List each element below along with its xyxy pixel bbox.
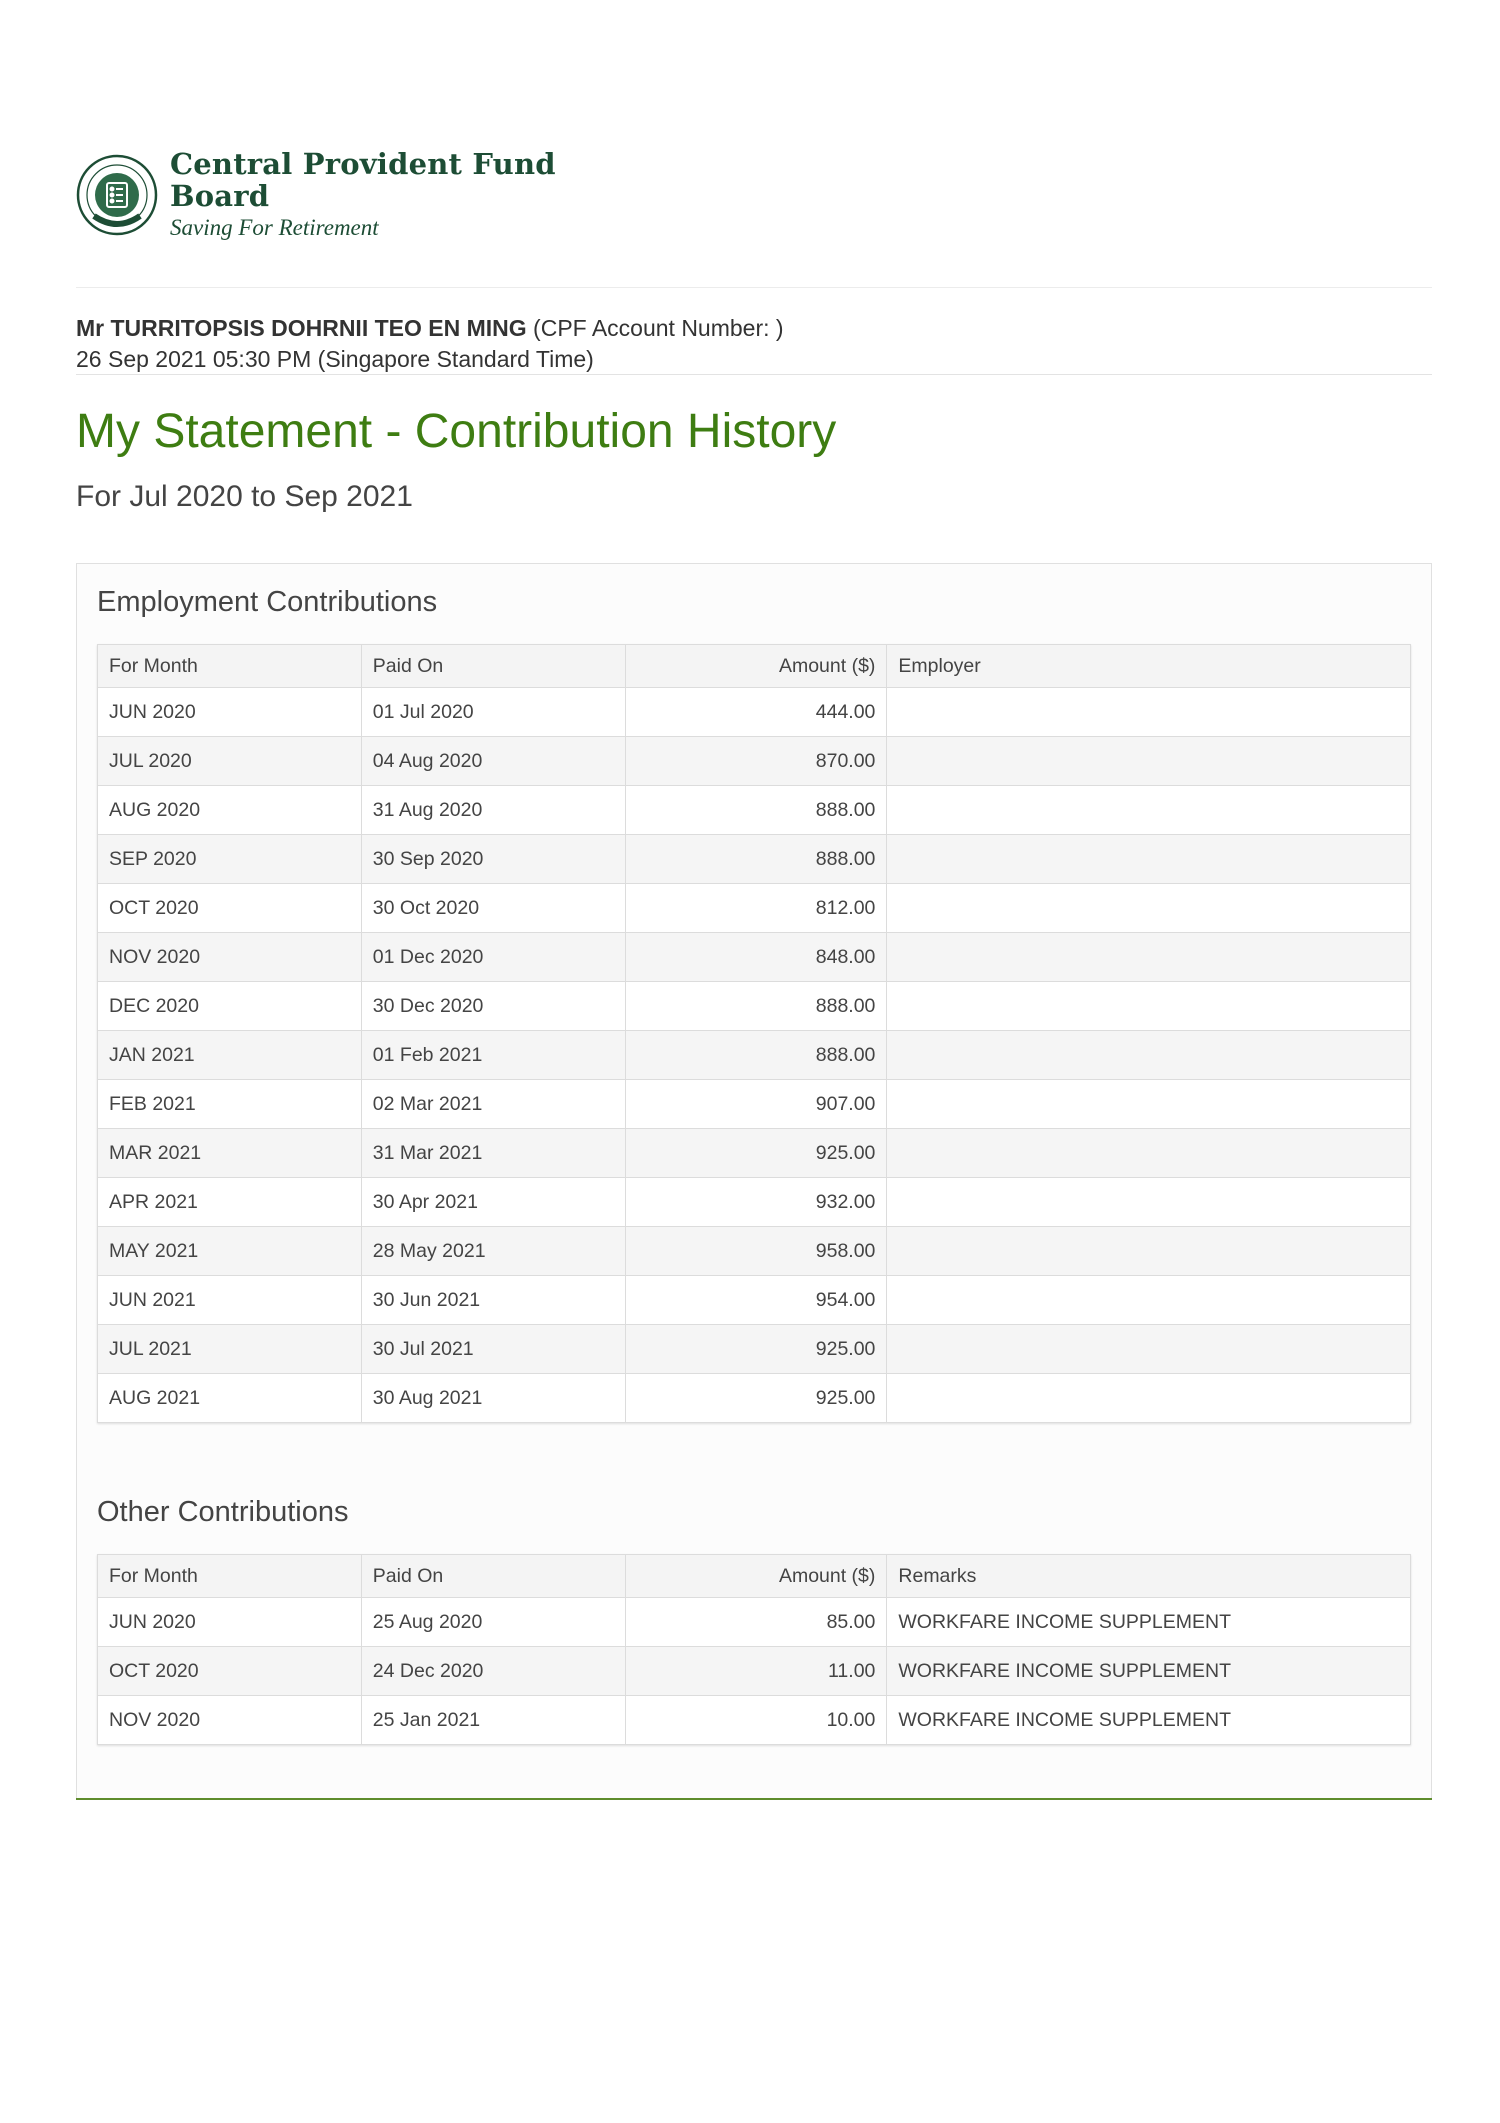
column-header-paid-on: Paid On (361, 645, 625, 688)
table-row (98, 1276, 1411, 1325)
cell-month: JUL 2020 (98, 737, 362, 786)
cell-month: JUL 2021 (98, 1325, 362, 1374)
cell-amount: 932.00 (625, 1178, 887, 1227)
cell-month: JUN 2020 (98, 688, 362, 737)
column-header-month: For Month (98, 1555, 362, 1598)
cell-month: NOV 2020 (98, 933, 362, 982)
cell-amount: 848.00 (625, 933, 887, 982)
statement-datetime: 26 Sep 2021 05:30 PM (Singapore Standard Time) (76, 346, 594, 372)
header-divider (76, 287, 1432, 288)
cell-amount: 888.00 (625, 982, 887, 1031)
cell-amount: 925.00 (625, 1374, 887, 1423)
table-row (98, 737, 1411, 786)
cell-remarks: WORKFARE INCOME SUPPLEMENT (887, 1647, 1411, 1696)
cell-paid-on: 28 May 2021 (361, 1227, 625, 1276)
cell-month: MAR 2021 (98, 1129, 362, 1178)
table-row (98, 1374, 1411, 1423)
cell-month: APR 2021 (98, 1178, 362, 1227)
cell-paid-on: 30 Jun 2021 (361, 1276, 625, 1325)
table-row (98, 1598, 1411, 1647)
cell-paid-on: 25 Jan 2021 (361, 1696, 625, 1745)
table-row (98, 1227, 1411, 1276)
org-tagline: Saving For Retirement (170, 215, 379, 241)
cell-month: JUN 2021 (98, 1276, 362, 1325)
table-row (98, 982, 1411, 1031)
cell-amount: 870.00 (625, 737, 887, 786)
cell-month: AUG 2020 (98, 786, 362, 835)
table-row (98, 1647, 1411, 1696)
table-row (98, 1178, 1411, 1227)
table-row (98, 835, 1411, 884)
cell-employer (887, 1276, 1411, 1325)
cell-amount: 888.00 (625, 786, 887, 835)
cell-remarks: WORKFARE INCOME SUPPLEMENT (887, 1598, 1411, 1647)
cell-employer (887, 737, 1411, 786)
cell-amount: 888.00 (625, 1031, 887, 1080)
cell-amount: 85.00 (625, 1598, 887, 1647)
cell-paid-on: 01 Jul 2020 (361, 688, 625, 737)
panel-bottom-rule (76, 1798, 1432, 1800)
column-header-month: For Month (98, 645, 362, 688)
cell-remarks: WORKFARE INCOME SUPPLEMENT (887, 1696, 1411, 1745)
cell-paid-on: 25 Aug 2020 (361, 1598, 625, 1647)
cell-amount: 925.00 (625, 1129, 887, 1178)
cell-amount: 11.00 (625, 1647, 887, 1696)
cell-employer (887, 1080, 1411, 1129)
page-title: My Statement - Contribution History (76, 405, 837, 458)
contributions-panel (76, 563, 1432, 1799)
cell-amount: 10.00 (625, 1696, 887, 1745)
cell-paid-on: 04 Aug 2020 (361, 737, 625, 786)
cell-paid-on: 30 Aug 2021 (361, 1374, 625, 1423)
cell-paid-on: 30 Apr 2021 (361, 1178, 625, 1227)
table-header-row (98, 1555, 1411, 1598)
cpf-seal-icon (76, 154, 158, 236)
cell-month: SEP 2020 (98, 835, 362, 884)
cell-paid-on: 30 Sep 2020 (361, 835, 625, 884)
other-contributions-table (97, 1554, 1411, 1745)
cell-paid-on: 31 Mar 2021 (361, 1129, 625, 1178)
cell-paid-on: 31 Aug 2020 (361, 786, 625, 835)
cell-month: NOV 2020 (98, 1696, 362, 1745)
cell-employer (887, 786, 1411, 835)
cell-amount: 958.00 (625, 1227, 887, 1276)
table-header-row (98, 645, 1411, 688)
account-holder-name: Mr TURRITOPSIS DOHRNII TEO EN MING (76, 315, 527, 341)
cell-amount: 954.00 (625, 1276, 887, 1325)
cell-month: JUN 2020 (98, 1598, 362, 1647)
table-row (98, 786, 1411, 835)
cell-paid-on: 30 Oct 2020 (361, 884, 625, 933)
cell-month: OCT 2020 (98, 1647, 362, 1696)
cell-employer (887, 884, 1411, 933)
table-row (98, 884, 1411, 933)
cell-amount: 925.00 (625, 1325, 887, 1374)
cell-month: OCT 2020 (98, 884, 362, 933)
cell-employer (887, 1031, 1411, 1080)
org-name: Central Provident Fund Board (170, 146, 556, 213)
account-info (76, 313, 784, 375)
account-number: (CPF Account Number: ) (533, 315, 784, 341)
cell-amount: 444.00 (625, 688, 887, 737)
cell-employer (887, 688, 1411, 737)
cell-employer (887, 982, 1411, 1031)
cpf-logo (76, 146, 616, 241)
other-section-title: Other Contributions (97, 1496, 349, 1528)
table-row (98, 688, 1411, 737)
table-row (98, 1129, 1411, 1178)
column-header-amount: Amount ($) (625, 645, 887, 688)
statement-period: For Jul 2020 to Sep 2021 (76, 480, 413, 513)
cell-amount: 812.00 (625, 884, 887, 933)
table-row (98, 1696, 1411, 1745)
cell-paid-on: 30 Jul 2021 (361, 1325, 625, 1374)
column-header-employer: Employer (887, 645, 1411, 688)
cell-month: FEB 2021 (98, 1080, 362, 1129)
cell-employer (887, 1129, 1411, 1178)
employment-contributions-table (97, 644, 1411, 1423)
cell-employer (887, 1325, 1411, 1374)
employment-section-title: Employment Contributions (97, 586, 438, 618)
cell-month: AUG 2021 (98, 1374, 362, 1423)
cell-paid-on: 02 Mar 2021 (361, 1080, 625, 1129)
cell-employer (887, 933, 1411, 982)
table-row (98, 1080, 1411, 1129)
cell-month: MAY 2021 (98, 1227, 362, 1276)
cell-employer (887, 835, 1411, 884)
account-divider (76, 374, 1432, 375)
column-header-remarks: Remarks (887, 1555, 1411, 1598)
column-header-paid-on: Paid On (361, 1555, 625, 1598)
cell-paid-on: 01 Dec 2020 (361, 933, 625, 982)
cell-employer (887, 1227, 1411, 1276)
cell-month: DEC 2020 (98, 982, 362, 1031)
table-row (98, 1325, 1411, 1374)
cell-amount: 907.00 (625, 1080, 887, 1129)
table-row (98, 933, 1411, 982)
column-header-amount: Amount ($) (625, 1555, 887, 1598)
cell-month: JAN 2021 (98, 1031, 362, 1080)
cell-employer (887, 1178, 1411, 1227)
cell-paid-on: 01 Feb 2021 (361, 1031, 625, 1080)
table-row (98, 1031, 1411, 1080)
cell-amount: 888.00 (625, 835, 887, 884)
cell-paid-on: 30 Dec 2020 (361, 982, 625, 1031)
cell-employer (887, 1374, 1411, 1423)
cell-paid-on: 24 Dec 2020 (361, 1647, 625, 1696)
